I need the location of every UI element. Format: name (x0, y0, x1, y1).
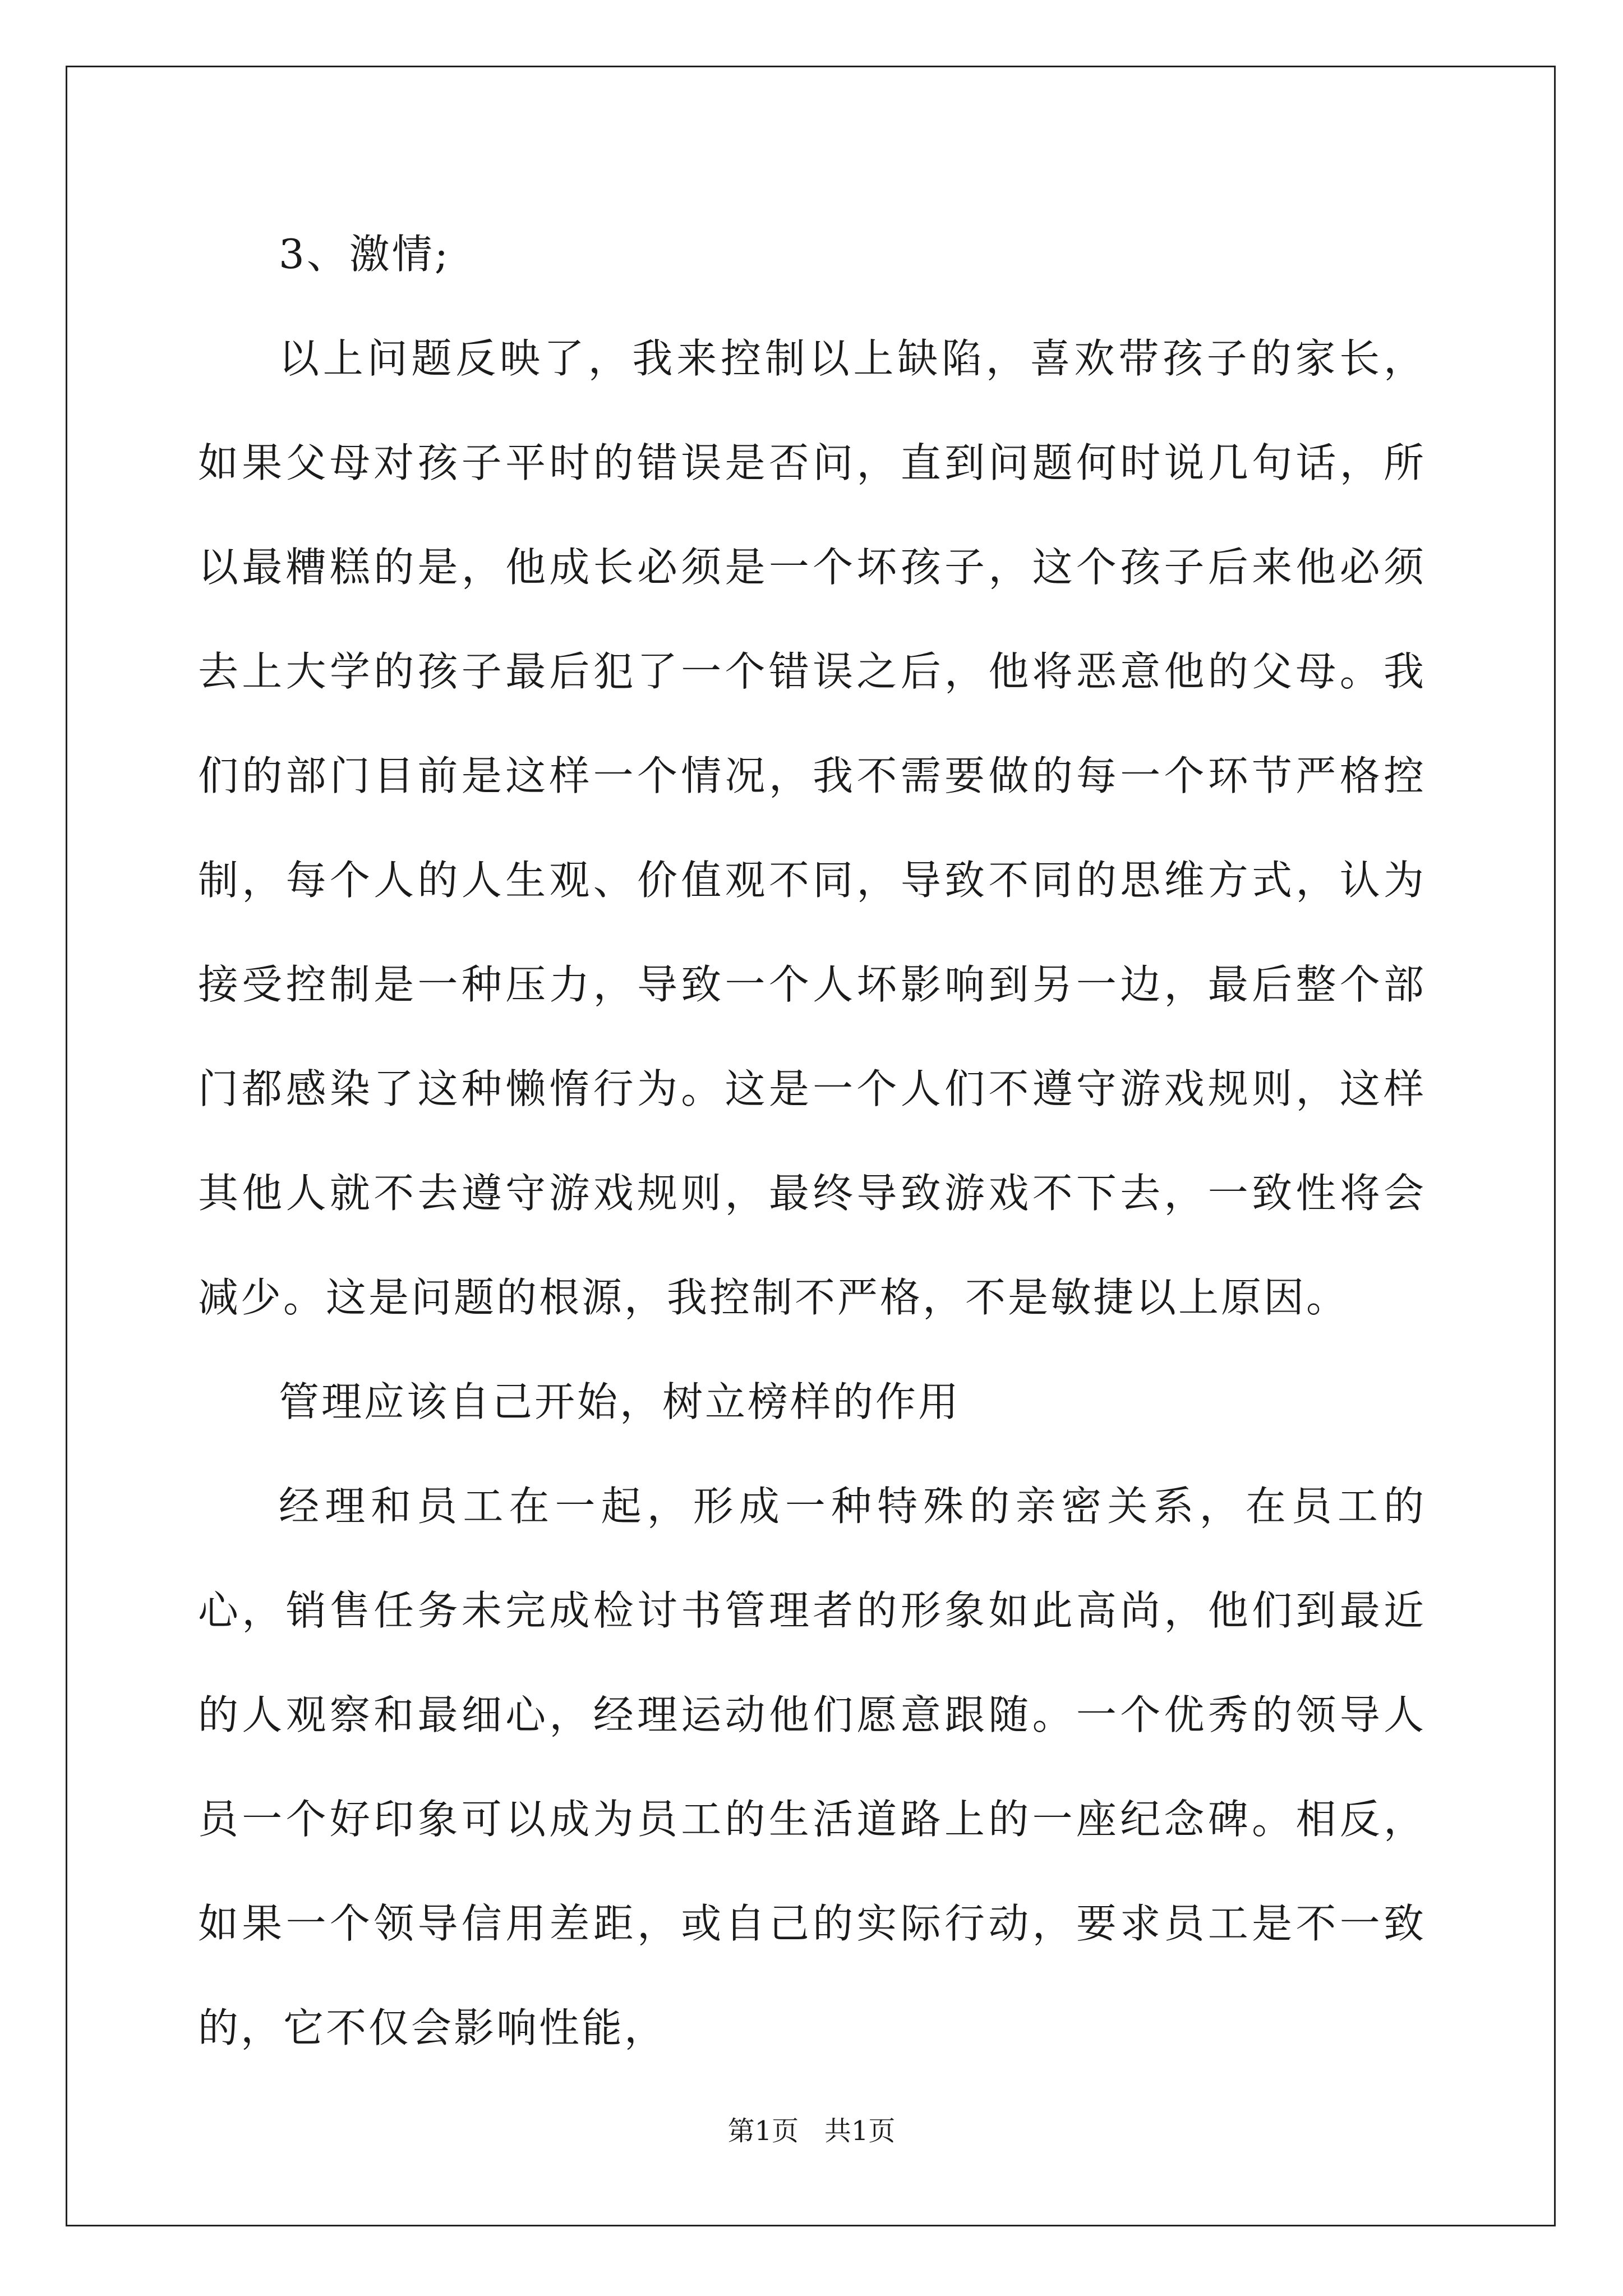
paragraph-manager-example: 经理和员工在一起，形成一种特殊的亲密关系，在员工的心，销售任务未完成检讨书管理者的形象如此高尚，他们到最近的人观察和最细心，经理运动他们愿意跟随。一个优秀的领导人员一个好印象可以成为员工的生活道路上的一座纪念碑。相反，如果一个领导信用差距，或自己的实际行动，要求员工是不一致的，它不仅会影响性能， (198, 1483, 1426, 2051)
paragraph-problem-analysis: 以上问题反映了，我来控制以上缺陷，喜欢带孩子的家长，如果父母对孩子平时的错误是否问，直到问题何时说几句话，所以最糟糕的是，他成长必须是一个坏孩子，这个孩子后来他必须去上大学的孩子最后犯了一个错误之后，他将恶意他的父母。我们的部门目前是这样一个情况，我不需要做的每一个环节严格控制，每个人的人生观、价值观不同，导致不同的思维方式，认为接受控制是一种压力，导致一个人坏影响到另一边，最后整个部门都感染了这种懒惰行为。这是一个人们不遵守游戏规则，这样其他人就不去遵守游戏规则，最终导致游戏不下去，一致性将会减少。这是问题的根源，我控制不严格，不是敏捷以上原因。 (198, 335, 1426, 1321)
paragraph-passion-heading: 3、激情; (279, 231, 451, 278)
page-number-footer: 第1页 共1页 (727, 2115, 896, 2147)
document-body (198, 202, 1426, 2080)
paragraph-management-heading: 管理应该自己开始，树立榜样的作用 (279, 1378, 961, 1425)
